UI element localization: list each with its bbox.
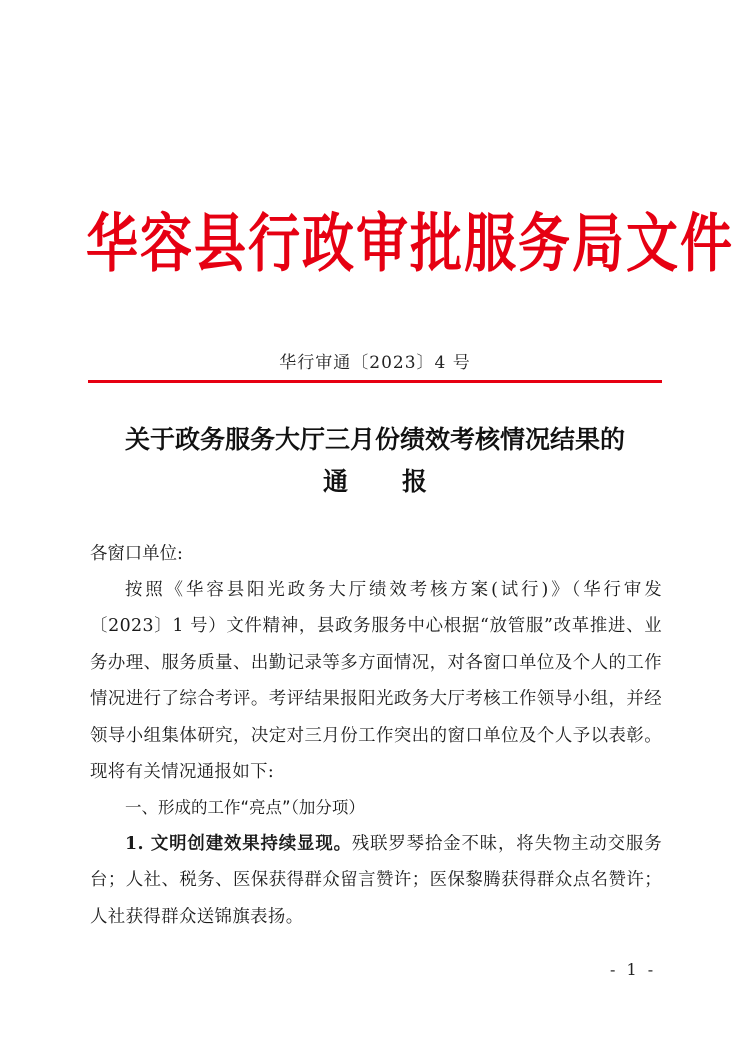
issuing-authority-title: 华容县行政审批服务局文件	[86, 207, 735, 282]
item-1-lead: 1. 文明创建效果持续显现。	[125, 834, 352, 854]
body-paragraph-1: 按照《华容县阳光政务大厅绩效考核方案(试行)》（华行审发〔2023〕1 号）文件精神，县政务服务中心根据“放管服”改革推进、业务办理、服务质量、出勤记录等多方面情况，对各窗口单位及个人的工作情况进行了综合考评。考评结果报阳光政务大厅考核工作领导小组，并经领导小组集体研究，决定对三月份工作突出的窗口单位及个人予以表彰。现将有关情况通报如下:	[90, 580, 662, 783]
item-1-text: 残联罗琴拾金不昧，将失物主动交服务台；人社、税务、医保获得群众留言赞许；医保黎腾获得群众点名赞许；人社获得群众送锦旗表扬。	[90, 834, 662, 927]
notice-title-line-1: 关于政务服务大厅三月份绩效考核情况结果的	[124, 425, 625, 454]
notice-title-line-2: 通报	[322, 467, 481, 496]
salutation: 各窗口单位:	[90, 544, 183, 564]
body-paragraph-2	[90, 826, 662, 935]
document-number: 华行审通〔2023〕4 号	[279, 353, 471, 373]
section-heading-1: 一、形成的工作“亮点”（加分项）	[125, 798, 365, 817]
page-number: - 1 -	[610, 960, 657, 979]
red-separator-rule	[88, 380, 662, 383]
